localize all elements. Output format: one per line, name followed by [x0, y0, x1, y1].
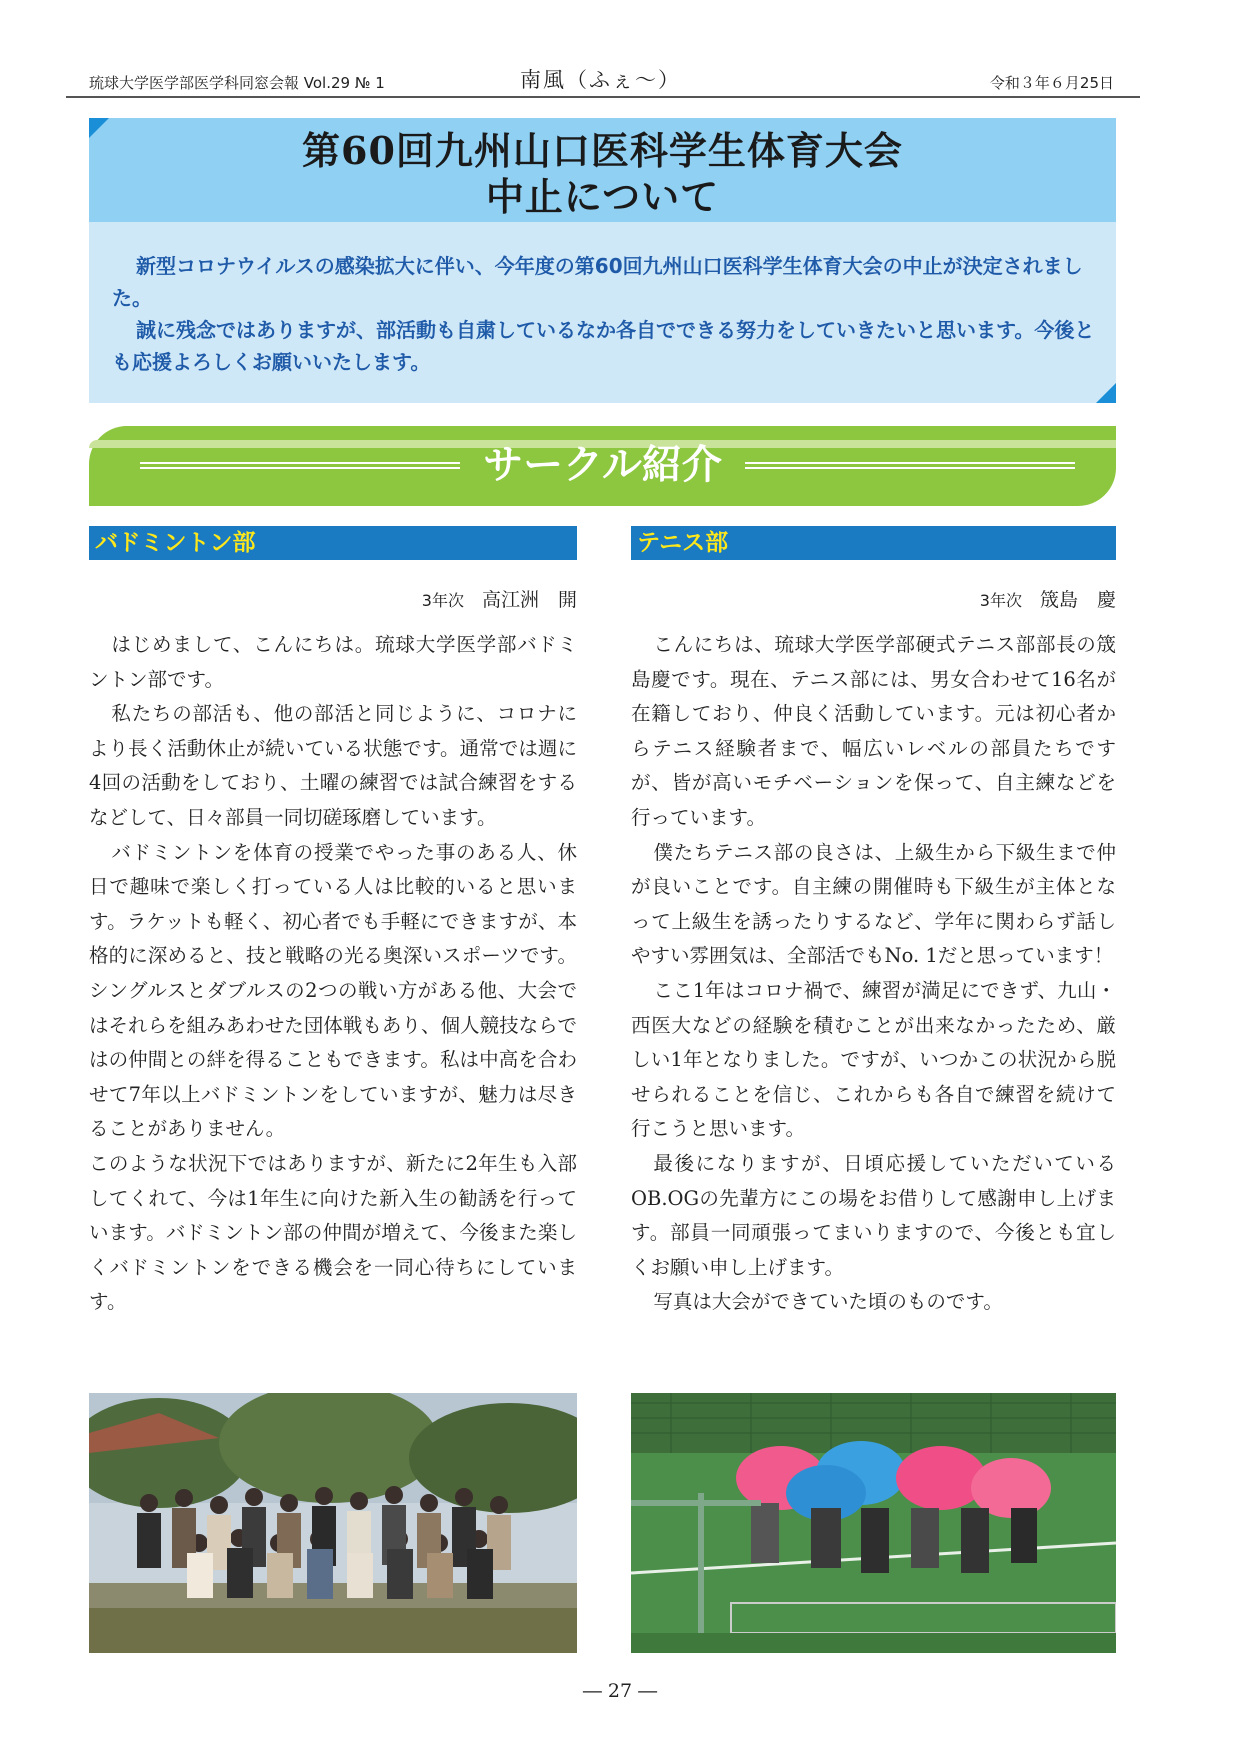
tennis-heading: テニス部 — [631, 526, 1116, 560]
tennis-team-photo — [631, 1393, 1116, 1653]
article-paragraph: はじめまして、こんにちは。琉球大学医学部バドミントン部です。 — [89, 633, 577, 691]
publication-name: 南風（ふぇ〜） — [520, 68, 681, 92]
article-paragraph: 写真は大会ができていた頃のものです。 — [653, 1290, 1003, 1314]
notice-body — [112, 250, 1096, 378]
badminton-byline — [89, 585, 577, 612]
article-paragraph: こんにちは、琉球大学医学部硬式テニス部部長の筬島慶です。現在、テニス部には、男女合わせて16名が在籍しており、仲良く活動しています。元は初心者からテニス経験者まで、幅広いレベルの部員たちですが、皆が高いモチベーションを保って、自主練などを行っています。 — [631, 633, 1116, 829]
badminton-team-photo — [89, 1393, 577, 1653]
corner-triangle-icon — [1096, 383, 1116, 403]
article-paragraph: このような状況下ではありますが、新たに2年生も入部してくれて、今は1年生に向けた新入生の勧誘を行っています。バドミントン部の仲間が増えて、今後また楽しくバドミントンをできる機会を一同心待ちにしています。 — [89, 1151, 577, 1314]
byline-year: 3年次 — [979, 591, 1022, 610]
byline-year: 3年次 — [421, 591, 464, 610]
header-rule — [66, 96, 1140, 98]
byline-name: 高江洲 開 — [481, 589, 577, 611]
tennis-byline — [631, 585, 1116, 612]
article-paragraph: 最後になりますが、日頃応援していただいているOB.OGの先輩方にこの場をお借りして感謝申し上げます。部員一同頑張ってまいりますので、今後とも宜しくお願い申し上げます。 — [631, 1151, 1116, 1279]
notice-paragraph: 誠に残念ではありますが、部活動も自粛しているなか各自でできる努力をしていきたいと思います。今後とも応援よろしくお願いいたします。 — [112, 318, 1095, 374]
article-paragraph: 私たちの部活も、他の部活と同じように、コロナにより長く活動休止が続いている状態です。通常では週に4回の活動をしており、土曜の練習では試合練習をするなどして、日々部員一同切磋琢磨しています。 — [89, 702, 577, 829]
issue-date: 令和３年６月25日 — [989, 74, 1114, 92]
page-number: ― 27 ― — [582, 1680, 658, 1702]
tennis-article — [631, 628, 1116, 1320]
badminton-heading: バドミントン部 — [89, 526, 577, 560]
newsletter-title: 琉球大学医学部医学科同窓会報 Vol.29 № 1 — [89, 74, 385, 92]
notice-title-line1: 第60回九州山口医科学生体育大会 — [302, 128, 903, 173]
notice-paragraph: 新型コロナウイルスの感染拡大に伴い、今年度の第60回九州山口医科学生体育大会の中止が決定されました。 — [112, 254, 1083, 310]
notice-title-line2: 中止について — [485, 174, 720, 219]
article-paragraph: 僕たちテニス部の良さは、上級生から下級生まで仲が良いことです。自主練の開催時も下級生が主体となって上級生を誘ったりするなど、学年に関わらず話しやすい雰囲気は、全部活でもNo. 1だと思っています！ — [631, 840, 1116, 968]
article-paragraph: ここ1年はコロナ禍で、練習が満足にできず、九山・西医大などの経験を積むことが出来なかったため、厳しい1年となりました。ですが、いつかこの状況から脱せられることを信じ、これからも各自で練習を続けて行こうと思います。 — [631, 978, 1116, 1141]
notice-title — [89, 128, 1116, 220]
badminton-article — [89, 628, 577, 1320]
article-paragraph: バドミントンを体育の授業でやった事のある人、休日で趣味で楽しく打っている人は比較的いると思います。ラケットも軽く、初心者でも手軽にできますが、本格的に深めると、技と戦略の光る奥深いスポーツです。シングルスとダブルスの2つの戦い方がある他、大会ではそれらを組みあわせた団体戦もあり、個人競技ならではの仲間との絆を得ることもできます。私は中高を合わせて7年以上バドミントンをしていますが、魅力は尽きることがありません。 — [89, 840, 577, 1141]
banner-title: サークル紹介 — [483, 442, 722, 488]
byline-name: 筬島 慶 — [1039, 589, 1116, 611]
